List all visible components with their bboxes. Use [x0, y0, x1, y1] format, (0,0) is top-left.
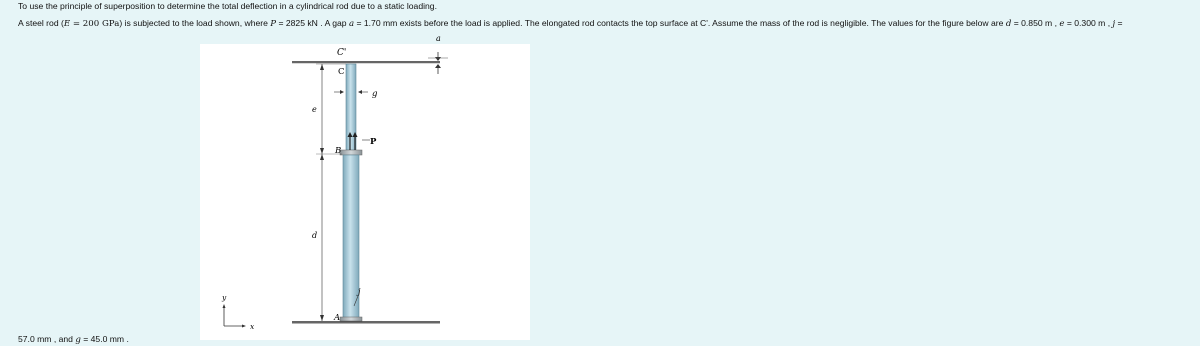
top-support	[292, 62, 440, 63]
intro-text: To use the principle of superposition to determine the total deflection in a cylindrical rod due to a static loading.	[18, 1, 437, 11]
label-g: g	[372, 89, 378, 99]
label-j: j	[358, 287, 361, 296]
label-a-point: A	[334, 313, 341, 323]
d-symbol: d	[1005, 19, 1012, 29]
g-symbol: g	[75, 335, 81, 345]
e-value: = 0.300 m	[1064, 18, 1106, 28]
rod-diagram	[200, 34, 530, 340]
a-value: = 1.70 mm	[354, 18, 398, 28]
load-collar	[340, 150, 362, 155]
problem-text-4: exists before the load is applied. The elongated rod contacts the top surface at C'. Assume the mass of the rod is negligible. The values for the figure below are	[397, 18, 1006, 28]
label-x-axis: x	[250, 322, 255, 331]
label-a: a	[436, 34, 441, 43]
j-symbol: j	[1112, 19, 1116, 29]
d-value: = 0.850 m	[1011, 18, 1053, 28]
j-value: 57.0 mm	[18, 334, 52, 344]
separator-2: ,	[1105, 18, 1113, 28]
problem-continuation	[18, 334, 129, 345]
E-symbol: E	[63, 19, 71, 29]
dimension-d	[320, 154, 324, 321]
a-symbol: a	[348, 19, 355, 29]
rod-figure	[200, 34, 530, 340]
base-plate	[340, 317, 362, 321]
problem-text-2: ) is subjected to the load shown, where	[119, 18, 271, 28]
problem-text-1: A steel rod (	[18, 18, 64, 28]
problem-text-3: . A gap	[317, 18, 349, 28]
label-e: e	[312, 105, 317, 114]
dimension-e	[316, 64, 346, 154]
label-c-prime: C'	[337, 48, 347, 58]
P-symbol: P	[270, 19, 277, 29]
label-y-axis: y	[222, 293, 227, 302]
e-symbol: e	[1059, 19, 1065, 29]
label-p: P	[370, 137, 377, 147]
and-text: , and	[51, 334, 76, 344]
P-value: = 2825 kN	[276, 18, 318, 28]
end-text: .	[124, 334, 129, 344]
j-equals: =	[1115, 18, 1123, 28]
axes-icon	[223, 304, 247, 328]
separator-1: ,	[1052, 18, 1060, 28]
label-d: d	[312, 231, 318, 240]
label-b: B	[335, 146, 342, 156]
rod-lower	[343, 155, 359, 319]
problem-statement	[18, 18, 1123, 29]
label-c: C	[338, 67, 345, 77]
E-value: = 200 GPa	[70, 19, 120, 29]
g-value: = 45.0 mm	[80, 334, 125, 344]
